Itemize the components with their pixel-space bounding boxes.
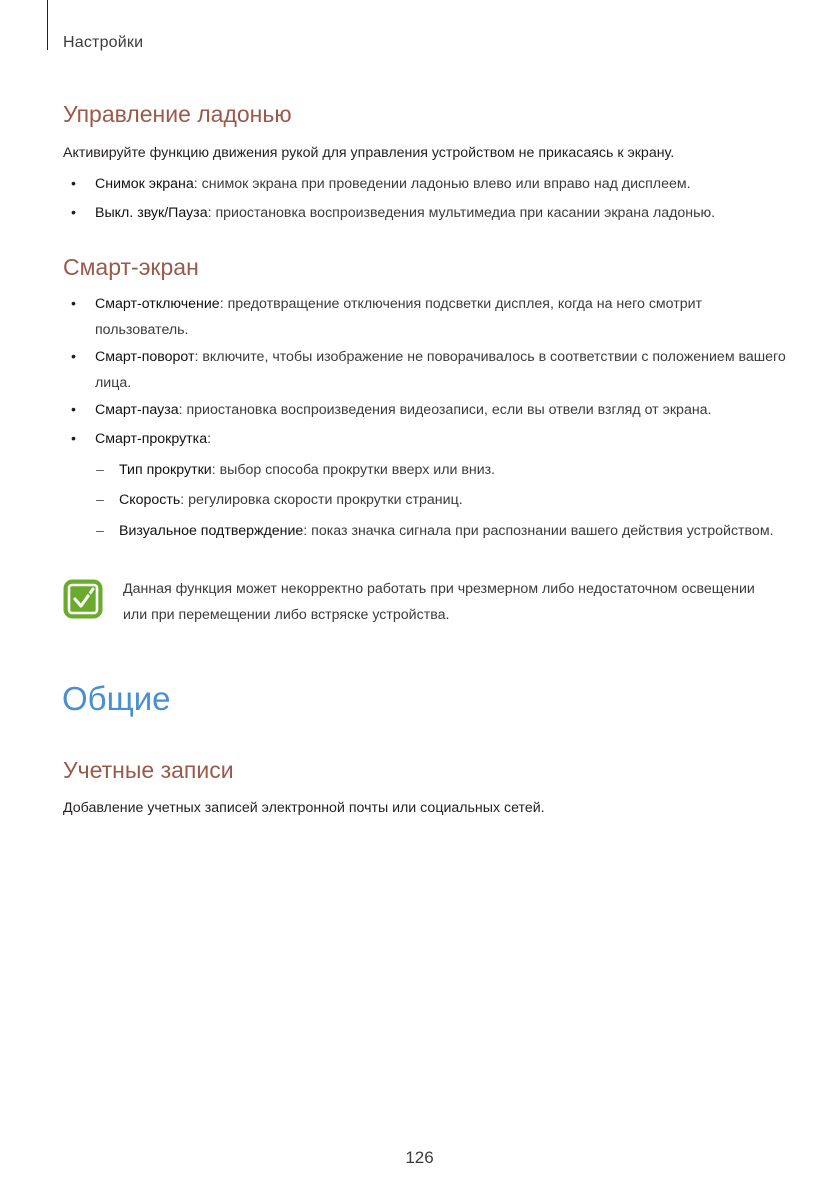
sub-list-item bbox=[119, 457, 799, 483]
bullet-icon: • bbox=[71, 402, 76, 418]
item-desc: : показ значка сигнала при распознании вашего действия устройством. bbox=[303, 523, 774, 539]
palm-heading: Управление ладонью bbox=[63, 101, 292, 127]
smart-heading: Смарт-экран bbox=[63, 254, 199, 280]
dash-icon: – bbox=[96, 492, 104, 508]
list-item bbox=[95, 344, 795, 396]
dash-icon: – bbox=[96, 523, 104, 539]
page-number: 126 bbox=[405, 1148, 434, 1167]
sub-list-item bbox=[119, 487, 799, 513]
item-desc: : регулировка скорости прокрутки страниц. bbox=[180, 492, 463, 508]
bullet-icon: • bbox=[71, 205, 76, 221]
item-term: Скорость bbox=[119, 492, 181, 508]
item-term: Визуальное подтверждение bbox=[119, 523, 304, 539]
bullet-icon: • bbox=[71, 296, 76, 312]
note-icon bbox=[62, 578, 104, 620]
list-item bbox=[95, 200, 795, 226]
sub-list-item bbox=[119, 518, 799, 544]
item-term: Смарт-отключение bbox=[95, 296, 220, 312]
item-term: Смарт-пауза bbox=[95, 402, 179, 418]
list-item bbox=[95, 426, 795, 452]
item-desc: : предотвращение отключения подсветки дисплея, когда на него смотрит пользователь. bbox=[95, 296, 703, 338]
bullet-icon: • bbox=[71, 176, 76, 192]
note-text: Данная функция может некорректно работать при чрезмерном либо недостаточном освещении или при перемещении либо встряске устройства. bbox=[123, 581, 755, 623]
list-item bbox=[95, 397, 795, 423]
list-item bbox=[95, 171, 795, 197]
header-title: Настройки bbox=[63, 34, 144, 51]
general-heading: Общие bbox=[62, 680, 171, 717]
item-term: Тип прокрутки bbox=[119, 462, 212, 478]
item-desc: : снимок экрана при проведении ладонью влево или вправо над дисплеем. bbox=[193, 176, 691, 192]
item-desc: : выбор способа прокрутки вверх или вниз. bbox=[211, 462, 496, 478]
palm-intro: Активируйте функцию движения рукой для управления устройством не прикасаясь к экрану. bbox=[63, 145, 675, 161]
bullet-icon: • bbox=[71, 431, 76, 447]
accounts-text: Добавление учетных записей электронной почты или социальных сетей. bbox=[63, 800, 545, 816]
item-desc: : bbox=[207, 431, 212, 447]
item-term: Снимок экрана bbox=[95, 176, 194, 192]
list-item bbox=[95, 291, 795, 343]
bullet-icon: • bbox=[71, 349, 76, 365]
item-term: Смарт-поворот bbox=[95, 349, 195, 365]
header-rule bbox=[47, 0, 48, 50]
item-desc: : включите, чтобы изображение не поворачивалось в соответствии с положением вашего лица. bbox=[95, 349, 786, 391]
item-desc: : приостановка воспроизведения видеозаписи, если вы отвели взгляд от экрана. bbox=[178, 402, 712, 418]
accounts-heading: Учетные записи bbox=[63, 757, 234, 783]
item-term: Выкл. звук/Пауза bbox=[95, 205, 208, 221]
item-term: Смарт-прокрутка bbox=[95, 431, 208, 447]
dash-icon: – bbox=[96, 462, 104, 478]
item-desc: : приостановка воспроизведения мультимедиа при касании экрана ладонью. bbox=[207, 205, 716, 221]
